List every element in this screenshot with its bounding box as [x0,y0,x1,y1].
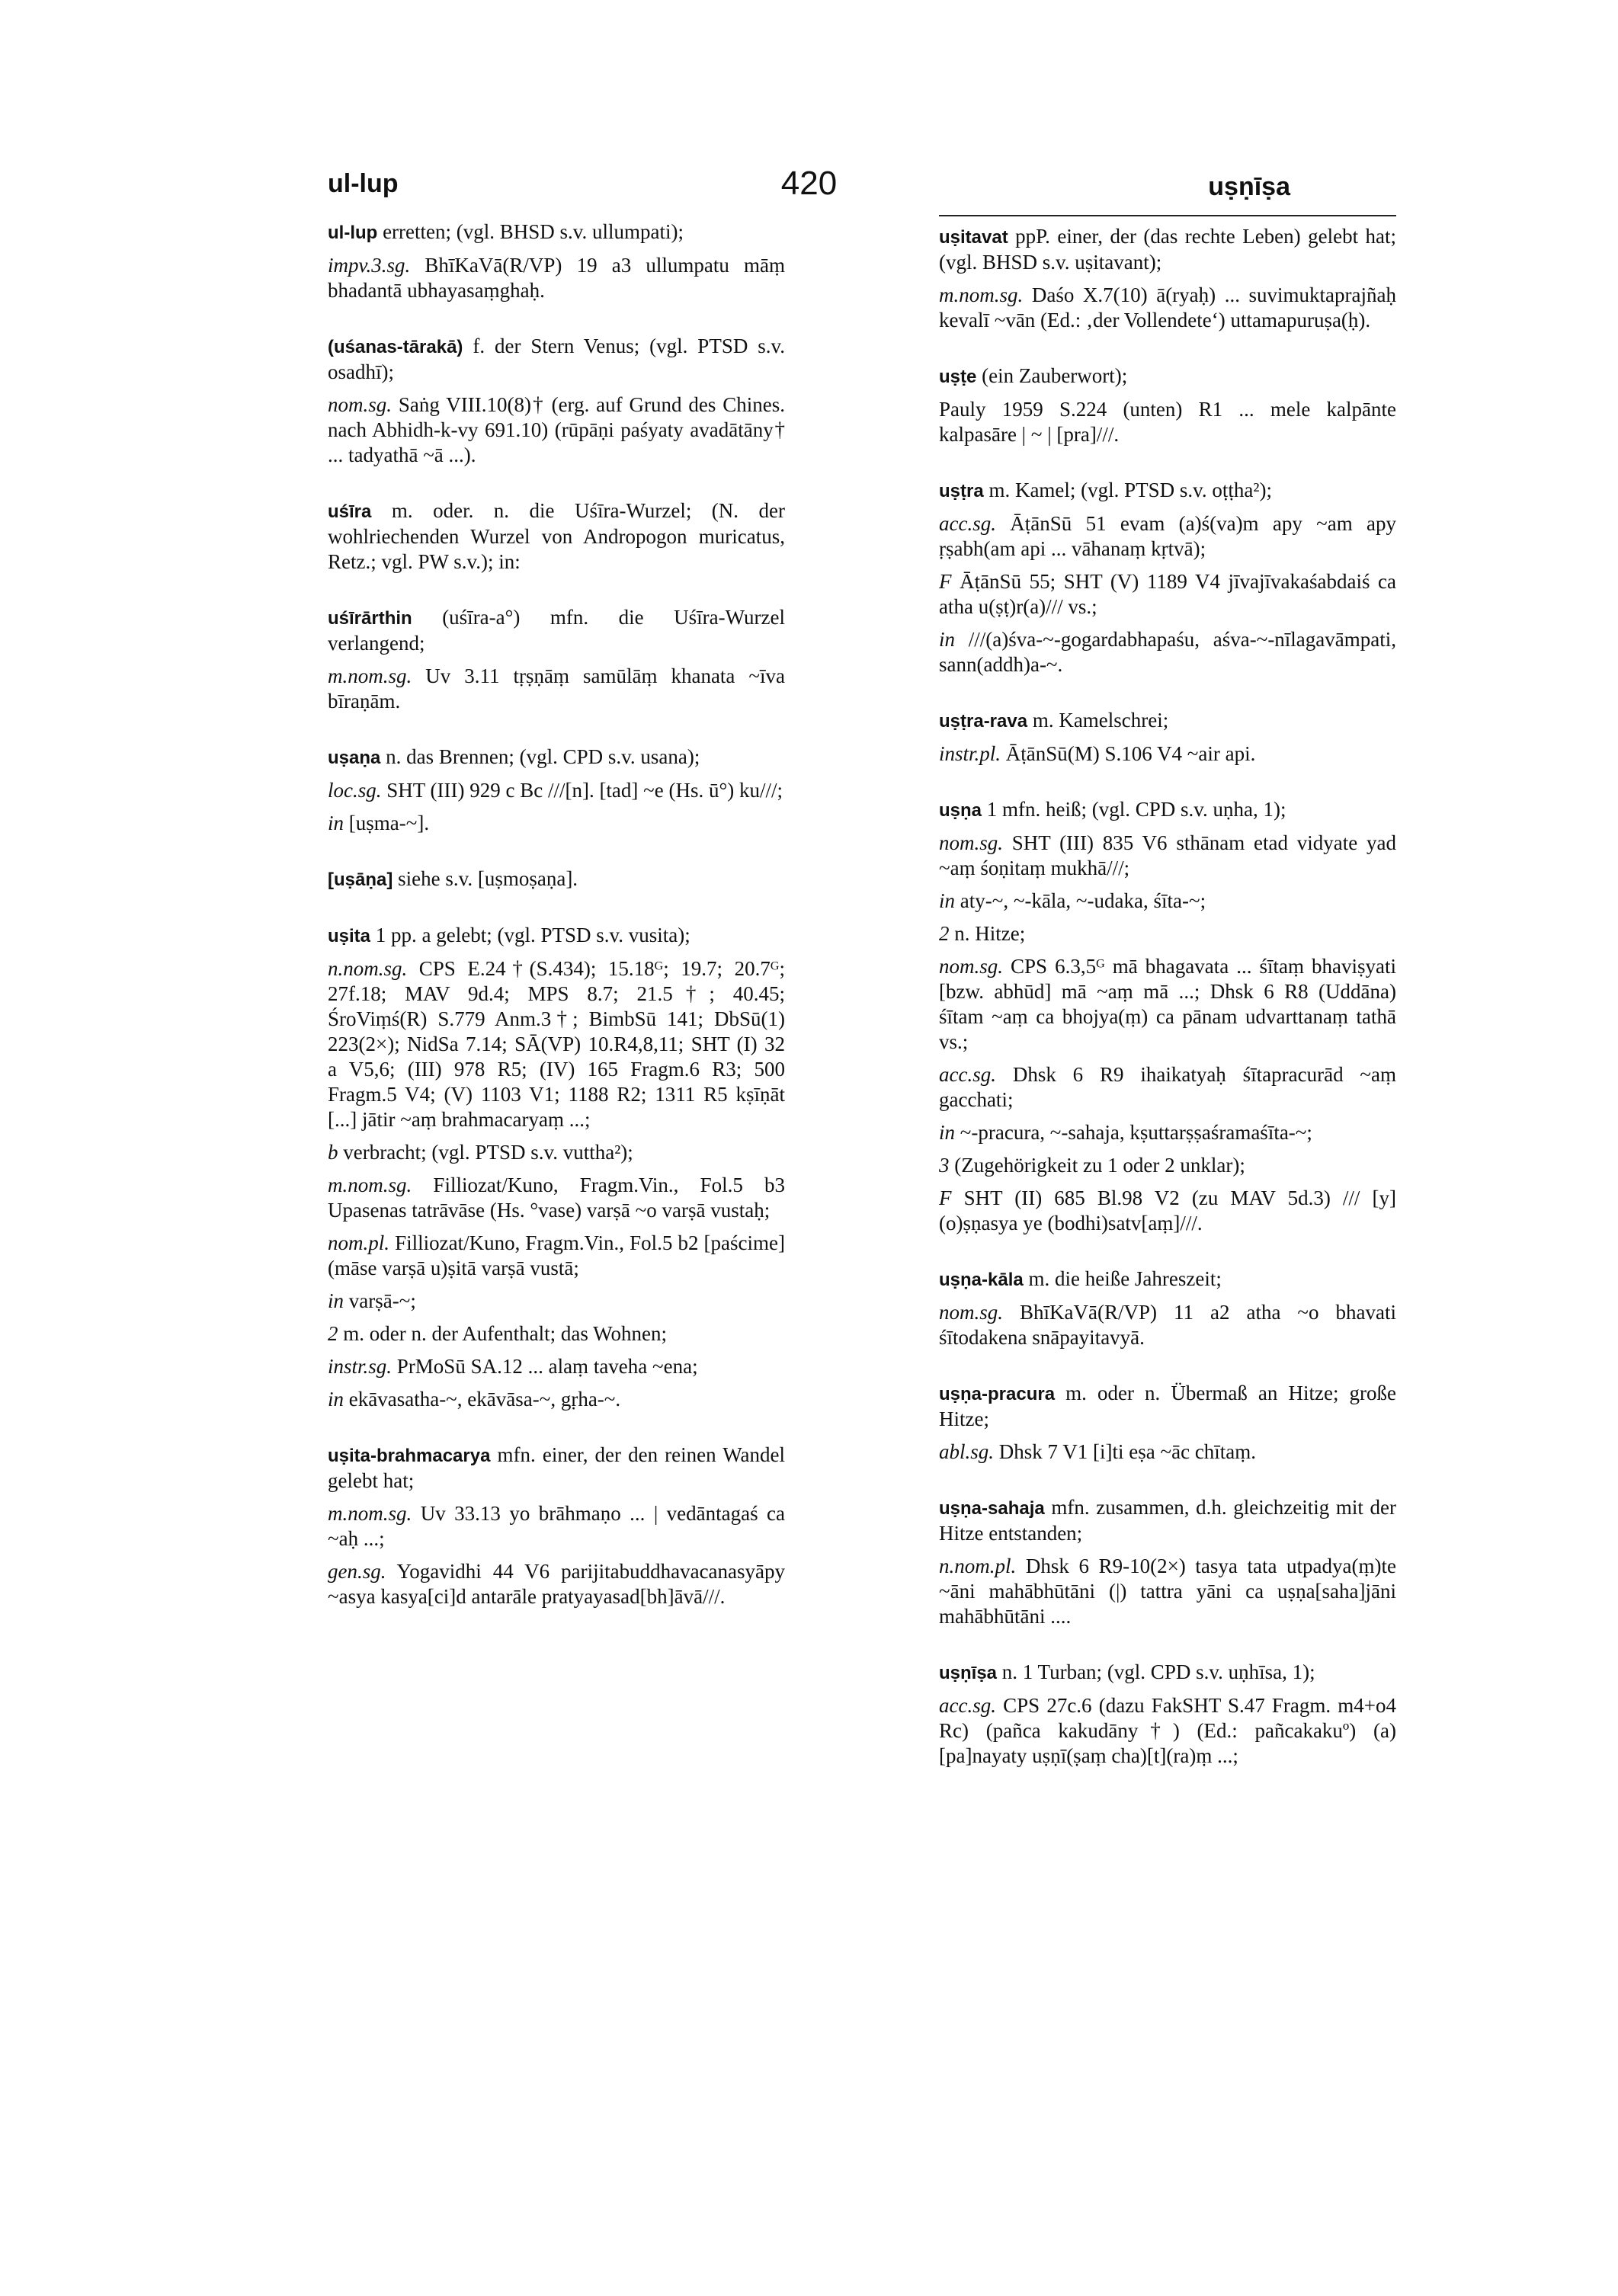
entry-paragraph [939,569,1396,620]
entry-text: m. Kamel; (vgl. PTSD s.v. oṭṭha²); [988,479,1273,501]
grammar-label: F [939,570,952,593]
entry-text: ĀṭānSū 55; SHT (V) 1189 V4 jīvajīvakaśabdaiś ca atha u(ṣṭ)r(a)/// vs.; [939,570,1397,618]
right-column [939,215,1396,1799]
entry-paragraph [939,1495,1396,1546]
entry-paragraph [939,1153,1396,1178]
grammar-label: m.nom.sg. [328,1174,412,1196]
entry-text: n. Hitze; [954,922,1026,945]
entry-lemma: [uṣāṇa] [328,869,393,890]
running-head-right: uṣṇīṣa [1208,172,1290,201]
entry-paragraph [328,778,785,803]
entry-paragraph [328,1140,785,1165]
page-header [328,165,1290,215]
entry-paragraph [939,1062,1396,1113]
entry-lemma: uṣitavat [939,227,1008,248]
dictionary-entry [328,605,785,714]
entry-text: ekāvasatha-~, ekāvāsa-~, gṛha-~. [348,1388,621,1411]
entry-paragraph [328,1173,785,1223]
entry-paragraph [328,498,785,575]
entry-paragraph [328,1501,785,1551]
grammar-label: in [328,812,344,834]
entry-text: [uṣma-~]. [348,812,430,834]
entry-paragraph [939,1693,1396,1769]
grammar-label: 3 [939,1154,950,1177]
entry-text: erretten; (vgl. BHSD s.v. ullumpati); [383,220,684,243]
entry-text: SHT (III) 835 V6 sthānam etad vidyate yad ~aṃ śoṇitaṃ mukhā///; [939,831,1397,879]
grammar-label: F [939,1186,952,1209]
entry-text: Filliozat/Kuno, Fragm.Vin., Fol.5 b3 Upasenas tatrāvāse (Hs. °vase) varṣā ~o varṣā vustaḥ; [328,1174,785,1222]
entry-text: m. oder. n. die Uśīra-Wurzel; (N. der wohlriechenden Wurzel von Andropogon muricatus, Retz.; vgl. PW s.v.); in: [328,499,786,573]
entry-paragraph [328,1387,785,1412]
entry-text: ~-pracura, ~-sahaja, kṣuttarṣṣaśramaśīta-~; [960,1121,1312,1144]
entry-text: CPS 27c.6 (dazu FakSHT S.47 Fragm. m4+o4 Rc) (pañca kakudāny†) (Ed.: pañcakakuº) (a)[pa]nayaty uṣṇī(ṣaṃ cha)[t](ra)ṃ ...; [939,1694,1397,1767]
grammar-label: acc.sg. [939,1694,996,1717]
entry-paragraph [939,511,1396,562]
entry-lemma: uśīrārthin [328,608,412,629]
entry-paragraph [939,831,1396,881]
entry-text: (Zugehörigkeit zu 1 oder 2 unklar); [954,1154,1245,1177]
entry-text: CPS 6.3,5ᴳ mā bhagavata ... śītaṃ bhaviṣyati [bzw. abhūd] mā ~aṃ mā ...; Dhsk 6 R8 (Uddāna) śītam ~aṃ ca bhojya(ṃ) ca pānam udvarttanaṃ tathā vs.; [939,955,1396,1053]
dictionary-entry [939,224,1396,333]
entry-paragraph [328,1289,785,1314]
dictionary-entry [939,1495,1396,1629]
entry-paragraph [328,923,785,949]
dictionary-entry [939,708,1396,767]
dictionary-entry [328,866,785,892]
entry-lemma: uṣṭra [939,481,984,501]
dictionary-entry [328,498,785,575]
grammar-label: instr.sg. [328,1355,392,1378]
entry-text: 1 pp. a gelebt; (vgl. PTSD s.v. vusita); [375,924,690,946]
entry-paragraph [939,1554,1396,1629]
dictionary-entry [328,1443,785,1609]
entry-text: f. der Stern Venus; (vgl. PTSD s.v. osadhī); [328,335,785,383]
entry-lemma: uṣita [328,926,371,946]
entry-text: mfn. einer, der den reinen Wandel gelebt hat; [328,1443,785,1492]
entry-paragraph [328,1443,785,1494]
entry-text: Dhsk 7 V1 [i]ti eṣa ~āc chītaṃ. [998,1440,1257,1463]
entry-lemma: (uśanas-tārakā) [328,337,463,357]
entry-text: m. oder n. Übermaß an Hitze; große Hitze; [939,1382,1397,1430]
entry-paragraph [939,741,1396,767]
entry-text: aty-~, ~-kāla, ~-udaka, śīta-~; [960,889,1206,912]
grammar-label: 2 [939,922,950,945]
entry-text: varṣā-~; [348,1289,416,1312]
entry-text: m. oder n. der Aufenthalt; das Wohnen; [343,1322,667,1345]
entry-text: mfn. zusammen, d.h. gleichzeitig mit der Hitze entstanden; [939,1496,1396,1545]
entry-lemma: uṣṇa-sahaja [939,1498,1045,1519]
entry-lemma: uṣṭra-rava [939,711,1028,732]
entry-text: Uv 3.11 tṛṣṇāṃ samūlāṃ khanata ~īva bīraṇām. [328,664,785,712]
entry-paragraph [328,1321,785,1347]
grammar-label: nom.sg. [939,955,1004,978]
entry-text: Yogavidhi 44 V6 parijitabuddhavacanasyāpy ~asya kasya[ci]d antarāle pratyayasad[bh]āvā///. [328,1560,786,1608]
entry-text: siehe s.v. [uṣmoṣaṇa]. [398,867,578,890]
grammar-label: nom.sg. [939,831,1004,854]
grammar-label: in [328,1388,344,1411]
entry-lemma: ul-lup [328,223,378,243]
entry-paragraph [328,956,785,1132]
entry-paragraph [328,219,785,245]
entry-paragraph [939,797,1396,823]
entry-text: n. das Brennen; (vgl. CPD s.v. usana); [386,745,700,768]
entry-text: Uv 33.13 yo brāhmaṇo ... | vedāntagaś ca ~aḥ ...; [328,1502,786,1550]
entry-text: Pauly 1959 S.224 (unten) R1 ... mele kalpānte kalpasāre | ~ | [pra]///. [939,398,1396,446]
entry-text: m. Kamelschrei; [1032,709,1169,732]
entry-text: SHT (III) 929 c Bc ///[n]. [tad] ~e (Hs. ū°) ku///; [386,779,783,802]
entry-text: Dhsk 6 R9-10(2×) tasya tata utpadya(ṃ)te ~āni mahābhūtāni (|) tattra yāni ca uṣṇa[saha]jāni mahābhūtāni .... [939,1555,1396,1628]
dictionary-entry [328,334,785,468]
entry-text: Daśo X.7(10) ā(ryaḥ) ... suvimuktaprajñaḥ kevalī ~vān (Ed.: ‚der Vollendete‘) uttamapuruṣa(ḥ). [939,283,1396,331]
grammar-label: instr.pl. [939,742,1001,765]
entry-text: Saṅg VIII.10(8)† (erg. auf Grund des Chines. nach Abhidh-k-vy 691.10) (rūpāṇi paśyaty avadātāny† ... tadyathā ~ā ...). [328,393,786,466]
entry-text: 1 mfn. heiß; (vgl. CPD s.v. uṇha, 1); [986,798,1286,821]
dictionary-entry [939,797,1396,1236]
entry-paragraph [939,1381,1396,1432]
entry-paragraph [939,954,1396,1055]
grammar-label: n.nom.pl. [939,1555,1017,1577]
entry-text: n. 1 Turban; (vgl. CPD s.v. uṇhīsa, 1); [1001,1660,1315,1683]
grammar-label: in [939,889,956,912]
grammar-label: nom.sg. [328,393,392,416]
entry-lemma: uṣaṇa [328,748,381,768]
entry-paragraph [939,708,1396,734]
entry-paragraph [328,605,785,656]
entry-paragraph [328,334,785,385]
entry-paragraph [939,1120,1396,1145]
entry-paragraph [939,224,1396,275]
entry-lemma: uṣṇīṣa [939,1663,998,1683]
grammar-label: gen.sg. [328,1560,386,1583]
entry-paragraph [939,627,1396,677]
entry-text: ĀṭānSū(M) S.106 V4 ~air api. [1005,742,1256,765]
entry-paragraph [328,745,785,770]
entry-text: SHT (II) 685 Bl.98 V2 (zu MAV 5d.3) /// [y](o)ṣṇasya ye (bodhi)satv[aṃ]///. [939,1186,1397,1234]
entry-text: BhīKaVā(R/VP) 11 a2 atha ~o bhavati śītodakena snāpayitavyā. [939,1301,1397,1349]
dictionary-entry [939,363,1396,447]
entry-lemma: uṣṇa [939,800,982,821]
grammar-label: m.nom.sg. [939,283,1024,306]
grammar-label: impv.3.sg. [328,254,411,277]
entry-text: (ein Zauberwort); [982,364,1128,387]
grammar-label: in [328,1289,344,1312]
dictionary-entry [328,923,785,1412]
entry-paragraph [328,253,785,303]
grammar-label: 2 [328,1322,338,1345]
entry-paragraph [328,1354,785,1379]
entry-paragraph [328,664,785,714]
entry-text: ĀṭānSū 51 evam (a)ś(va)m apy ~am apy ṛṣabh(am api ... vāhanaṃ kṛtvā); [939,512,1396,560]
entry-paragraph [939,1439,1396,1465]
entry-text: ppP. einer, der (das rechte Leben) gelebt hat; (vgl. BHSD s.v. uṣitavant); [939,225,1397,274]
entry-paragraph [939,1660,1396,1686]
entry-lemma: uṣita-brahmacarya [328,1446,491,1466]
grammar-label: acc.sg. [939,1063,996,1086]
entry-lemma: uśīra [328,501,372,522]
left-column [328,219,785,1640]
entry-text: Dhsk 6 R9 ihaikatyaḥ śītapracurād ~aṃ gacchati; [939,1063,1396,1111]
dictionary-entry [328,745,785,836]
entry-paragraph [328,1231,785,1281]
entry-paragraph [939,478,1396,504]
dictionary-entry [939,478,1396,677]
entry-lemma: uṣṭe [939,367,977,387]
entry-paragraph [939,363,1396,389]
dictionary-entry [939,1660,1396,1769]
grammar-label: b [328,1141,338,1164]
grammar-label: m.nom.sg. [328,664,412,687]
running-head-left: ul-lup [328,169,399,198]
entry-paragraph [939,397,1396,447]
entry-text: PrMoSū SA.12 ... alaṃ taveha ~ena; [396,1355,698,1378]
entry-paragraph [939,1300,1396,1350]
entry-text: CPS E.24†(S.434); 15.18ᴳ; 19.7; 20.7ᴳ; 27f.18; MAV 9d.4; MPS 8.7; 21.5†; 40.45; ŚroViṃś(R) S.779 Anm.3†; BimbSū 141; DbSū(1) 223(2×); NidSa 7.14; SĀ(VP) 10.R4,8,11; SHT (I) 32 a V5,6; (III) 978 R5; (IV) 165 Fragm.6 R3; 500 Fragm.5 V4; (V) 1103 V1; 1188 R2; 1311 R5 kṣīṇāt [...] jātir ~aṃ brahmacaryaṃ ...; [328,957,785,1131]
entry-paragraph [939,1266,1396,1292]
dictionary-entry [939,1381,1396,1465]
grammar-label: in [939,1121,956,1144]
entry-text: ///(a)śva-~-gogardabhapaśu, aśva-~-nīlagavāmpati, sann(addh)a-~. [939,628,1397,676]
dictionary-entry [939,1266,1396,1350]
entry-paragraph [939,283,1396,333]
entry-text: BhīKaVā(R/VP) 19 a3 ullumpatu māṃ bhadantā ubhayasaṃghaḥ. [328,254,786,302]
grammar-label: nom.sg. [939,1301,1004,1324]
entry-text: verbracht; (vgl. PTSD s.v. vuttha²); [343,1141,633,1164]
grammar-label: nom.pl. [328,1231,389,1254]
entry-lemma: uṣṇa-kāla [939,1270,1024,1290]
page-number: 420 [780,165,838,202]
entry-paragraph [328,1559,785,1609]
dictionary-entry [328,219,785,303]
entry-paragraph [328,866,785,892]
entry-paragraph [328,392,785,468]
entry-paragraph [328,811,785,836]
grammar-label: acc.sg. [939,512,996,535]
entry-text: (uśīra-a°) mfn. die Uśīra-Wurzel verlangend; [328,606,785,655]
grammar-label: m.nom.sg. [328,1502,412,1525]
entry-paragraph [939,1186,1396,1236]
grammar-label: loc.sg. [328,779,382,802]
entry-text: m. die heiße Jahreszeit; [1028,1267,1222,1290]
entry-paragraph [939,889,1396,914]
entry-lemma: uṣṇa-pracura [939,1384,1056,1404]
entry-paragraph [939,921,1396,946]
grammar-label: n.nom.sg. [328,957,408,980]
grammar-label: in [939,628,956,651]
entry-text: Filliozat/Kuno, Fragm.Vin., Fol.5 b2 [paścime] (māse varṣā u)ṣitā varṣā vustā; [328,1231,786,1279]
grammar-label: abl.sg. [939,1440,995,1463]
